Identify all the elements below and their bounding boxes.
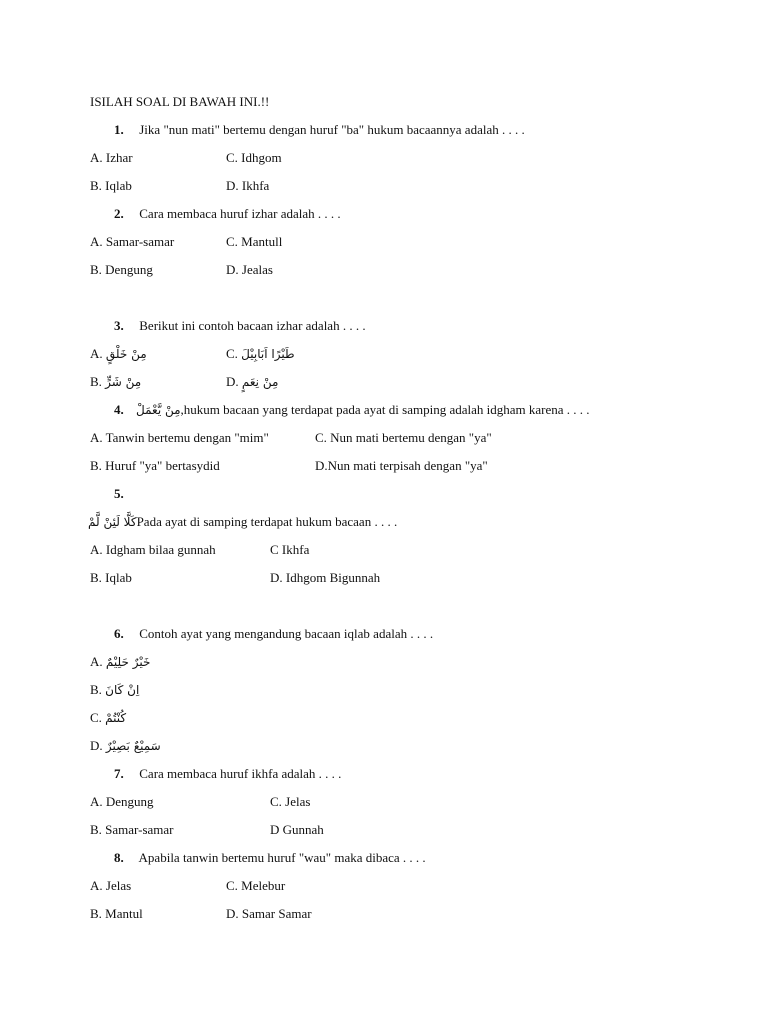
option-letter: B. (90, 682, 102, 697)
option-d: D. Ikhfa (226, 178, 270, 193)
option-b: B. Iqlab (90, 178, 132, 193)
arabic-text: مِنْ خَلْقٍ (105, 347, 147, 361)
arabic-text: خَيْرٌ حَلِيْمٌ (105, 655, 151, 669)
option-b: B. Huruf "ya" bertasydid (90, 458, 220, 473)
option-b (90, 682, 139, 698)
option-b: B. Mantul (90, 906, 143, 921)
question-text: Pada ayat di samping terdapat hukum bacaan . . . . (136, 514, 398, 529)
option-c: C. Melebur (226, 878, 286, 893)
option-b: B. Iqlab (90, 570, 132, 585)
option-b: B. Samar-samar (90, 822, 174, 837)
option-c: C. Idhgom (226, 150, 282, 165)
question-5 (88, 514, 397, 530)
worksheet-header: ISILAH SOAL DI BAWAH INI.!! (90, 94, 270, 109)
option-c: C. Mantull (226, 234, 283, 249)
option-a: A. Izhar (90, 150, 133, 165)
option-c: C Ikhfa (270, 542, 310, 557)
arabic-text: مِنْ يَّعْمَلْ (136, 403, 181, 417)
question-1 (114, 122, 525, 138)
option-c: C. Jelas (270, 794, 311, 809)
option-letter: C. (226, 346, 238, 361)
question-text: ,hukum bacaan yang terdapat pada ayat di samping adalah idgham karena . . . . (180, 402, 590, 417)
option-letter: A. (90, 654, 103, 669)
question-number: 1. (114, 122, 124, 137)
arabic-text: مِنْ شَرٍّ (105, 375, 142, 389)
question-number: 4. (114, 402, 124, 417)
question-number: 3. (114, 318, 124, 333)
option-a: A. Jelas (90, 878, 132, 893)
question-3 (114, 318, 366, 334)
option-a: A. Samar-samar (90, 234, 175, 249)
arabic-text: مِنْ نِعَمٍ (241, 375, 279, 389)
question-text: Contoh ayat yang mengandung bacaan iqlab adalah . . . . (139, 626, 434, 641)
question-text: Jika "nun mati" bertemu dengan huruf "ba" hukum bacaannya adalah . . . . (139, 122, 525, 137)
option-a (90, 346, 147, 362)
question-7 (114, 766, 341, 782)
option-d: D Gunnah (270, 822, 324, 837)
question-6 (114, 626, 433, 642)
option-d: D.Nun mati terpisah dengan "ya" (315, 458, 488, 473)
option-a: A. Tanwin bertemu dengan "mim" (90, 430, 269, 445)
question-text: Cara membaca huruf izhar adalah . . . . (139, 206, 341, 221)
arabic-text: سَمِيْعٌ بَصِيْرٌ (105, 739, 161, 753)
question-text: Apabila tanwin bertemu huruf "wau" maka dibaca . . . . (138, 850, 426, 865)
option-d (90, 738, 161, 754)
option-d: D. Samar Samar (226, 906, 312, 921)
question-text: Cara membaca huruf ikhfa adalah . . . . (139, 766, 342, 781)
arabic-text: طَيْرًا اَبَابِيْلَ (241, 347, 295, 361)
option-c (90, 710, 126, 726)
option-d: D. Jealas (226, 262, 273, 277)
question-number: 5. (114, 486, 124, 501)
question-8 (114, 850, 426, 866)
option-c (226, 346, 295, 362)
option-letter: B. (90, 374, 102, 389)
question-4 (114, 402, 590, 418)
option-a: A. Dengung (90, 794, 154, 809)
option-letter: C. (90, 710, 102, 725)
question-text: Berikut ini contoh bacaan izhar adalah . . . . (139, 318, 366, 333)
question-number: 6. (114, 626, 124, 641)
option-a (90, 654, 150, 670)
option-letter: A. (90, 346, 103, 361)
question-2 (114, 206, 341, 222)
arabic-text: كُنْتُمْ (105, 711, 127, 725)
arabic-text: كَلَّا لَئِنْ لَّمْ (88, 515, 137, 529)
option-letter: D. (226, 374, 239, 389)
question-number: 8. (114, 850, 124, 865)
option-b (90, 374, 141, 390)
option-c: C. Nun mati bertemu dengan "ya" (315, 430, 492, 445)
option-b: B. Dengung (90, 262, 153, 277)
question-number: 7. (114, 766, 124, 781)
question-5-number (114, 486, 136, 502)
arabic-text: اِنْ كَانَ (105, 683, 140, 697)
option-a: A. Idgham bilaa gunnah (90, 542, 216, 557)
option-letter: D. (90, 738, 103, 753)
question-number: 2. (114, 206, 124, 221)
option-d: D. Idhgom Bigunnah (270, 570, 381, 585)
option-d (226, 374, 278, 390)
